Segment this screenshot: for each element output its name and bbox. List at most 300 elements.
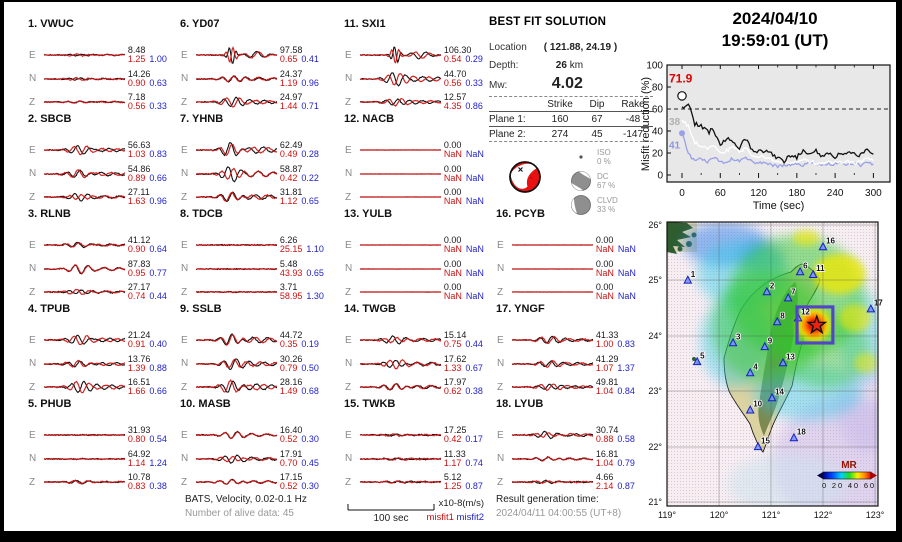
waveform-trace	[44, 235, 125, 255]
component-label: Z	[345, 96, 352, 108]
waveform-row-sslb-z	[176, 377, 324, 397]
misfit-reduction-chart	[640, 58, 902, 212]
station-header-masb: 10. MASB	[180, 398, 231, 410]
misfit1-value: 0.70	[279, 457, 298, 468]
misfit2-value: 0.87	[465, 481, 483, 491]
component-label: N	[345, 263, 353, 274]
map-station-label-18: 18	[796, 427, 806, 437]
amplitude-value: 44.70	[443, 68, 467, 79]
misfit1-value: NaN	[443, 267, 462, 278]
component-label: Z	[181, 191, 188, 203]
focal-mechanism-beachball-icon	[500, 152, 550, 202]
misfit1-value: NaN	[595, 267, 614, 278]
component-label: E	[29, 144, 36, 156]
waveform-trace	[512, 472, 593, 492]
waveform-trace	[196, 164, 277, 184]
component-label: E	[345, 334, 352, 346]
misfit1-value: 4.35	[443, 101, 462, 111]
misfit1-value: 0.56	[127, 101, 146, 111]
component-label: N	[345, 453, 353, 464]
map-lon-tick: 122°	[813, 510, 833, 520]
waveform-trace	[512, 449, 593, 469]
amplitude-value: 49.81	[595, 377, 619, 387]
misfit2-value: 0.88	[149, 362, 167, 373]
station-header-phub: 5. PHUB	[28, 398, 72, 410]
component-label: N	[181, 263, 189, 274]
waveform-trace	[44, 377, 125, 397]
component-label: E	[497, 429, 504, 441]
misfit2-value: 0.22	[301, 172, 319, 183]
waveform-trace	[360, 425, 441, 445]
waveform-trace	[360, 187, 441, 207]
waveform-trace	[196, 282, 277, 302]
x-tick-label: 180	[788, 188, 806, 199]
waveform-trace	[360, 354, 441, 374]
misfit1-value: 58.95	[279, 291, 303, 301]
waveform-values	[128, 283, 172, 301]
component-label: N	[29, 168, 37, 179]
component-label: Z	[345, 476, 352, 488]
amplitude-value: 56.63	[127, 140, 151, 150]
waveform-values	[444, 473, 488, 491]
waveform-values	[444, 260, 488, 278]
misfit1-legend: misfit1	[426, 512, 454, 523]
waveform-row-sxi1-z	[340, 92, 488, 112]
y-tick-label: 0	[657, 170, 663, 182]
misfit1-value: 0.88	[595, 434, 614, 444]
waveform-trace	[196, 140, 277, 160]
amplitude-value: 0.00	[443, 187, 462, 197]
waveform-values	[444, 236, 488, 254]
misfit-reduction-map	[633, 212, 902, 542]
map-station-label-17: 17	[873, 298, 883, 308]
misfit2-value: 0.84	[617, 386, 635, 396]
misfit2-value: 0.67	[465, 362, 483, 373]
waveform-row-tpub-z	[24, 377, 172, 397]
clvd-ball-icon	[570, 194, 592, 216]
plane1-row	[489, 112, 653, 127]
waveform-trace	[44, 282, 125, 302]
waveform-row-twkb-n	[340, 449, 488, 469]
component-label: Z	[181, 286, 188, 298]
misfit1-value: 1.39	[127, 362, 146, 373]
component-label: E	[181, 144, 188, 156]
map-lon-tick: 120°	[709, 510, 729, 520]
misfit1-value: NaN	[443, 244, 462, 254]
amplitude-value: 0.00	[443, 163, 462, 174]
waveform-row-phub-z	[24, 472, 172, 492]
amplitude-value: 7.18	[127, 92, 146, 102]
waveform-values	[280, 188, 324, 206]
waveform-row-sbcb-e	[24, 140, 172, 160]
amplitude-value: 5.12	[443, 472, 462, 482]
map-station-label-9: 9	[767, 336, 773, 346]
map-station-label-13: 13	[785, 352, 795, 362]
amplitude-value: 87.83	[127, 258, 151, 269]
misfit2-value: 0.65	[306, 267, 324, 278]
waveform-trace	[360, 377, 441, 397]
misfit1-value: 1.25	[443, 481, 462, 491]
misfit1-value: 0.35	[279, 339, 298, 349]
y-axis-label: Misfit reduction (%)	[640, 76, 652, 172]
component-label: Z	[181, 96, 188, 108]
waveform-values	[280, 165, 324, 183]
amplitude-value: 27.11	[127, 187, 150, 197]
amplitude-value: 15.14	[443, 330, 467, 340]
x-tick-label: 60	[714, 188, 726, 199]
misfit1-value: 1.17	[443, 457, 462, 468]
result-time-label: Result generation time:	[496, 494, 599, 505]
misfit2-value: NaN	[617, 244, 636, 254]
misfit2-value: 1.37	[617, 362, 635, 373]
map-lat-tick: 25°	[648, 275, 662, 285]
plane1-dip: 67	[591, 114, 603, 125]
map-station-label-1: 1	[690, 269, 696, 279]
mw-label: Mw:	[489, 80, 508, 91]
waveform-values	[444, 46, 488, 64]
misfit2-value: 0.45	[301, 457, 319, 468]
misfit1-value: 1.04	[595, 457, 614, 468]
component-label: Z	[29, 96, 36, 108]
misfit1-value: 25.15	[279, 244, 303, 254]
component-label: N	[345, 73, 353, 84]
map-lon-tick: 119°	[658, 510, 676, 520]
amplitude-value: 8.48	[127, 45, 146, 55]
station-header-vwuc: 1. VWUC	[28, 18, 74, 30]
waveform-values	[444, 188, 488, 206]
dc-pct: 67 %	[597, 181, 616, 190]
location-value: ( 121.88, 24.19 )	[543, 42, 618, 53]
component-label: N	[345, 358, 353, 369]
amplitude-value: 6.26	[279, 235, 298, 245]
iso-row	[570, 146, 611, 168]
map-lat-tick: 23°	[648, 386, 662, 396]
y-tick-label: 100	[646, 60, 663, 72]
misfit1-value: NaN	[443, 291, 462, 301]
misfit1-value: 0.52	[279, 434, 298, 444]
waveform-row-vwuc-z	[24, 92, 172, 112]
x-tick-label: 240	[826, 188, 844, 199]
misfit1-value: 0.95	[127, 267, 146, 278]
amplitude-value: 17.91	[279, 448, 303, 459]
misfit2-value: 0.44	[149, 291, 167, 301]
waveform-trace	[44, 92, 125, 112]
plane2-rake: -147	[622, 129, 643, 140]
waveform-values	[128, 378, 172, 396]
misfit2-value: 0.77	[149, 267, 167, 278]
misfit1-value: NaN	[595, 244, 614, 254]
misfit2-value: 0.40	[149, 339, 167, 349]
waveform-trace	[196, 377, 277, 397]
map-station-label-2: 2	[769, 281, 775, 291]
misfit2-value: 0.64	[149, 244, 167, 254]
mr-legend-ticks: 0 20 40 60	[822, 481, 874, 490]
component-label: Z	[29, 286, 36, 298]
component-label: N	[29, 263, 37, 274]
depth-label: Depth:	[489, 60, 519, 71]
dc-ball-icon	[570, 170, 592, 192]
map-lon-tick: 121°	[761, 510, 781, 520]
depth-value: 26	[555, 60, 567, 71]
amplitude-value: 21.24	[127, 330, 151, 340]
iso-pct: 0 %	[597, 157, 611, 166]
result-time-value: 2024/04/11 04:00:55 (UT+8)	[496, 508, 622, 519]
solution-mw-row	[489, 75, 583, 93]
x-tick-label: 300	[865, 188, 882, 199]
waveform-values	[280, 141, 324, 159]
misfit2-value: 0.87	[617, 481, 635, 491]
amplitude-value: 13.76	[127, 353, 151, 364]
col-strike: Strike	[547, 99, 573, 110]
misfit1-value: 0.90	[127, 244, 146, 254]
misfit1-value: 2.14	[595, 481, 614, 491]
amplitude-value: 44.72	[279, 330, 303, 340]
amplitude-value: 14.26	[127, 68, 151, 79]
misfit1-value: 1.33	[443, 362, 462, 373]
component-label: N	[497, 263, 505, 274]
misfit1-value: 1.07	[595, 362, 614, 373]
component-label: E	[345, 429, 352, 441]
amplitude-value: 64.92	[127, 448, 151, 459]
waveform-row-sbcb-n	[24, 164, 172, 184]
waveform-trace	[44, 187, 125, 207]
x-tick-label: 0	[679, 188, 685, 199]
event-time: 19:59:01 (UT)	[721, 31, 829, 50]
dc-label: DC	[597, 172, 609, 181]
amplitude-value: 41.29	[595, 353, 619, 364]
event-date: 2024/04/10	[732, 9, 818, 28]
clvd-row	[570, 194, 618, 216]
station-header-tpub: 4. TPUB	[28, 303, 71, 315]
annotation-38: 38	[669, 117, 681, 129]
waveform-trace	[196, 187, 277, 207]
station-header-sbcb: 2. SBCB	[28, 113, 72, 125]
waveform-values	[128, 70, 172, 88]
waveform-trace	[44, 472, 125, 492]
waveform-row-yulb-n	[340, 259, 488, 279]
x-axis-label: Time (sec)	[752, 200, 805, 212]
map-station-label-6: 6	[803, 261, 808, 271]
waveform-trace	[44, 164, 125, 184]
misfit2-value: 1.30	[306, 291, 324, 301]
misfit1-value: 0.89	[127, 172, 146, 183]
y-tick-label: 20	[651, 148, 663, 160]
waveform-row-lyub-n	[492, 449, 640, 469]
waveform-row-twkb-e	[340, 425, 488, 445]
waveform-values	[128, 355, 172, 373]
misfit2-value: NaN	[617, 291, 636, 301]
station-header-rlnb: 3. RLNB	[28, 208, 71, 220]
waveform-row-masb-z	[176, 472, 324, 492]
waveform-row-yhnb-e	[176, 140, 324, 160]
amplitude-value: 17.15	[279, 472, 303, 482]
waveform-trace	[360, 235, 441, 255]
reference-marker	[679, 130, 685, 136]
report-canvas	[4, 2, 896, 531]
plane1-rake: -48	[625, 114, 641, 125]
waveform-row-nacb-e	[340, 140, 488, 160]
waveform-row-twgb-n	[340, 354, 488, 374]
waveform-values	[444, 331, 488, 349]
waveform-row-nacb-n	[340, 164, 488, 184]
waveform-values	[280, 378, 324, 396]
component-label: E	[497, 334, 504, 346]
waveform-row-yd07-e	[176, 45, 324, 65]
map-station-label-4: 4	[753, 362, 758, 372]
component-label: E	[181, 334, 188, 346]
x-tick-label: 120	[750, 188, 767, 199]
waveform-row-twgb-e	[340, 330, 488, 350]
waveform-row-rlnb-z	[24, 282, 172, 302]
misfit2-value: 1.10	[306, 244, 324, 254]
waveform-row-tdcb-n	[176, 259, 324, 279]
component-label: E	[29, 334, 36, 346]
amplitude-value: 16.81	[595, 448, 619, 459]
waveform-trace	[196, 45, 277, 65]
amplitude-value: 11.33	[443, 448, 466, 459]
waveform-trace	[196, 259, 277, 279]
misfit2-value: 0.30	[301, 434, 319, 444]
waveform-row-yulb-e	[340, 235, 488, 255]
map-station-label-3: 3	[736, 332, 741, 342]
component-label: E	[345, 144, 352, 156]
map-lat-tick: 24°	[648, 331, 662, 341]
amplitude-value: 30.26	[279, 353, 303, 364]
amplitude-value: 62.49	[279, 140, 303, 150]
waveform-trace	[512, 377, 593, 397]
misfit2-value: 0.79	[617, 457, 635, 468]
station-header-twkb: 15. TWKB	[344, 398, 396, 410]
component-label: E	[181, 429, 188, 441]
waveform-row-lyub-e	[492, 425, 640, 445]
amplitude-value: 12.57	[443, 92, 467, 102]
y-tick-label: 60	[651, 104, 663, 116]
waveform-row-twkb-z	[340, 472, 488, 492]
misfit1-value: 1.25	[127, 54, 146, 64]
misfit1-value: 0.90	[127, 77, 146, 88]
misfit1-value: 1.12	[279, 196, 298, 206]
misfit2-value: 0.44	[465, 339, 483, 349]
waveform-values	[444, 426, 488, 444]
component-label: Z	[29, 191, 36, 203]
waveform-values	[280, 93, 324, 111]
map-station-label-11: 11	[816, 264, 825, 274]
misfit1-value: 1.14	[127, 457, 146, 468]
misfit1-value: 0.74	[127, 291, 146, 301]
component-label: Z	[497, 286, 504, 298]
waveform-row-lyub-z	[492, 472, 640, 492]
waveform-trace	[512, 330, 593, 350]
map-station-label-14: 14	[775, 387, 784, 397]
misfit1-value: NaN	[595, 291, 614, 301]
amplitude-value: 41.33	[595, 330, 619, 340]
waveform-values	[444, 355, 488, 373]
misfit1-value: 1.66	[127, 386, 146, 396]
map-lat-tick: 21°	[648, 497, 662, 507]
misfit2-value: NaN	[465, 244, 484, 254]
amplitude-value: 0.00	[443, 282, 462, 292]
misfit2-value: 0.86	[465, 101, 483, 111]
component-label: E	[29, 49, 36, 61]
waveform-row-vwuc-n	[24, 69, 172, 89]
waveform-values	[128, 450, 172, 468]
waveform-row-tdcb-e	[176, 235, 324, 255]
component-label: Z	[345, 381, 352, 393]
misfit2-value: 0.38	[465, 386, 483, 396]
amplitude-value: 5.48	[279, 258, 298, 269]
amplitude-value: 31.81	[279, 187, 303, 197]
map-station-label-15: 15	[761, 436, 770, 446]
waveform-trace	[196, 449, 277, 469]
waveform-values	[444, 93, 488, 111]
alive-data-note: Number of alive data: 45	[185, 508, 294, 519]
plane2-dip: 45	[591, 129, 603, 140]
misfit2-value: 0.50	[301, 362, 319, 373]
misfit2-value: 0.19	[301, 339, 319, 349]
waveform-values	[128, 260, 172, 278]
waveform-trace	[360, 45, 441, 65]
misfit-legend	[398, 512, 484, 523]
waveform-trace	[512, 235, 593, 255]
misfit1-value: 0.62	[443, 386, 462, 396]
scalebar-label: 100 sec	[373, 513, 409, 524]
amplitude-value: 0.00	[595, 235, 614, 245]
waveform-row-yd07-n	[176, 69, 324, 89]
amplitude-value: 3.71	[279, 282, 298, 292]
amplitude-value: 30.74	[595, 425, 619, 435]
waveform-values	[444, 450, 488, 468]
station-header-sslb: 9. SSLB	[180, 303, 222, 315]
waveform-trace	[44, 140, 125, 160]
misfit2-value: 1.00	[149, 54, 167, 64]
annotation-best-misfit: 71.9	[669, 71, 693, 86]
misfit2-value: NaN	[465, 196, 484, 206]
waveform-trace	[360, 164, 441, 184]
misfit2-value: NaN	[465, 149, 484, 159]
map-station-label-5: 5	[700, 351, 705, 361]
waveform-trace	[44, 69, 125, 89]
component-label: N	[181, 453, 189, 464]
waveform-trace	[512, 354, 593, 374]
misfit1-value: 0.80	[127, 434, 146, 444]
waveform-values	[128, 331, 172, 349]
component-label: Z	[345, 191, 352, 203]
misfit1-value: 0.65	[279, 54, 298, 64]
waveform-row-pcyb-e	[492, 235, 640, 255]
amplitude-value: 58.87	[279, 163, 303, 174]
component-label: E	[181, 49, 188, 61]
waveform-trace	[360, 449, 441, 469]
component-label: E	[497, 239, 504, 251]
waveform-trace	[196, 92, 277, 112]
event-datetime-title	[655, 8, 895, 52]
col-rake: Rake	[621, 99, 645, 110]
waveform-row-yd07-z	[176, 92, 324, 112]
station-header-tdcb: 8. TDCB	[180, 208, 223, 220]
component-label: Z	[497, 476, 504, 488]
amplitude-value: 16.40	[279, 425, 303, 435]
misfit2-value: 0.96	[301, 77, 319, 88]
amplitude-units: x10-8(m/s)	[438, 498, 484, 509]
waveform-trace	[360, 282, 441, 302]
misfit2-value: 0.66	[149, 386, 167, 396]
misfit1-value: 1.03	[127, 149, 146, 159]
component-label: E	[29, 239, 36, 251]
component-label: E	[181, 239, 188, 251]
waveform-values	[280, 260, 324, 278]
waveform-trace	[196, 69, 277, 89]
waveform-values	[280, 283, 324, 301]
